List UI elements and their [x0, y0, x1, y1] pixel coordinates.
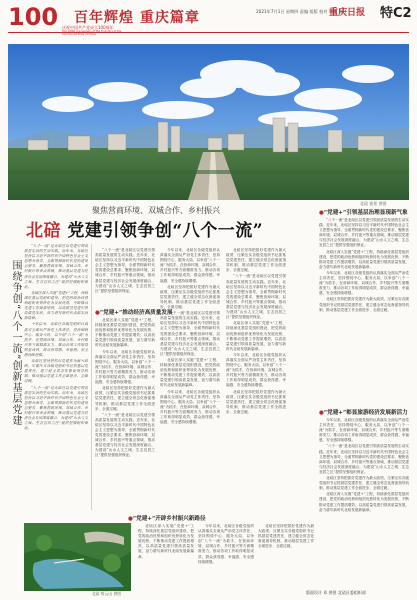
section-title: 百年辉煌 重庆篇章 — [74, 10, 200, 26]
subheading-bullet-icon: ● — [128, 516, 133, 522]
body-paragraph: 北碚区深入实施“党建+”工程，持续深化基层党组织建设，把党的政治优势和组织优势转化为发展优势，不断推动党建工作提质增效，以高质量党建引领高质量发展，奋力谱写新时代北碚发展新篇章。 — [95, 318, 155, 348]
subheading-rural — [128, 514, 206, 522]
headline-place: 北碚 — [26, 221, 61, 241]
subheading-tourism — [319, 408, 408, 416]
body-paragraph: “八个一流”是北碚区以党建引领高质量发展的生动实践。近年来，北碚区坚持以习近平新时代中国特色社会主义思想为指导，全面贯彻新时代党的建设总要求，聚焦营商环境、双城合作、乡村振兴等重点领域，推动基层党建与经济社会发展深度融合，为建设“山水人文之城、生态宜居之区”提供坚强组织保证。 — [95, 248, 155, 293]
body-paragraph: 北碚区坚持把抓好党建作为最大政绩，压紧压实各级党组织书记抓基层党建责任，建立健全常态化督促指导机制，推动基层党建工作全面进步、全面过硬。 — [258, 524, 314, 549]
body-column-5 — [319, 218, 409, 386]
body-paragraph: 北碚区深入实施“党建+”工程，持续深化基层党组织建设，把党的政治优势和组织优势转化为发展优势，不断推动党建工作提质增效，以高质量党建引领高质量发展，奋力谱写新时代北碚发展新篇章。 — [226, 321, 286, 351]
headline-kicker: 聚焦营商环境、双城合作、乡村振兴 — [92, 206, 220, 215]
body-paragraph: 今年以来，北碚区各级党组织认真落实全面从严治党主体责任，坚持围绕中心、服务大局，以争创“八个一流”为抓手，在营商环境、双城合作、乡村振兴等方面精准发力，推动各项工作取得明显成效，群众获得感、幸福感、安全感持续增强。 — [198, 524, 254, 564]
body-paragraph: 北碚区坚持把抓好党建作为最大政绩，压紧压实各级党组织书记抓基层党建责任，建立健全常态化督促指导机制，推动基层党建工作全面进步、全面过硬。 — [160, 284, 220, 310]
page-number: 特C2 — [380, 6, 412, 21]
centenary-logo-icon — [8, 3, 60, 29]
body-paragraph: 今年以来，北碚区各级党组织认真落实全面从严治党主体责任，坚持围绕中心、服务大局，以争创“八个一流”为抓手，在营商环境、双城合作、乡村振兴等方面精准发力，推动各项工作取得明显成效，群众获得感、幸福感、安全感持续增强。 — [160, 389, 220, 425]
body-paragraph: “八个一流”是北碚区以党建引领高质量发展的生动实践。近年来，北碚区坚持以习近平新时代中国特色社会主义思想为指导，全面贯彻新时代党的建设总要求，聚焦营商环境、双城合作、乡村振兴等重点领域，推动基层党建与经济社会发展深度融合，为建设“山水人文之城、生态宜居之区”提供坚强组织保证。 — [95, 412, 155, 458]
subheading-text: “党建+”开辟乡村振兴新路径 — [132, 516, 206, 522]
page-header — [0, 0, 417, 40]
intro-paragraph-5: “八个一流”是北碚区以党建引领高质量发展的生动实践。近年来，北碚区坚持以习近平新时代中国特色社会主义思想为指导，全面贯彻新时代党的建设总要求，聚焦营商环境、双城合作、乡村振兴等重点领域，推动基层党建与经济社会发展深度融合，为建设“山水人文之城、生态宜居之区”提供坚强组织保证。 — [24, 385, 88, 431]
body-column-lower-1 — [138, 524, 194, 588]
intro-paragraph: “八个一流”是北碚区以党建引领高质量发展的生动实践。近年来，北碚区坚持以习近平新时代中国特色社会主义思想为指导，全面贯彻新时代党的建设总要求，聚焦营商环境、双城合作、乡村振兴等重点领域，推动基层党建与经济社会发展深度融合，为建设“山水人文之城、生态宜居之区”提供坚强组织保证。 — [24, 244, 88, 289]
body-column-lower-2 — [198, 524, 254, 588]
body-paragraph: 今年以来，北碚区各级党组织认真落实全面从严治党主体责任，坚持围绕中心、服务大局，以争创“八个一流”为抓手，在营商环境、双城合作、乡村振兴等方面精准发力，推动各项工作取得明显成效，群众获得感、幸福感、安全感持续增强。 — [319, 270, 409, 296]
logo-number: 100 — [8, 3, 59, 29]
subheading-text: “党建+”推动经济高质量发展 — [99, 310, 173, 316]
body-column-3 — [160, 248, 220, 508]
body-paragraph: “八个一流”是北碚区以党建引领高质量发展的生动实践。近年来，北碚区坚持以习近平新时代中国特色社会主义思想为指导，全面贯彻新时代党的建设总要求，聚焦营商环境、双城合作、乡村振兴等重点领域，推动基层党建与经济社会发展深度融合，为建设“山水人文之城、生态宜居之区”提供坚强组织保证。 — [319, 218, 409, 248]
body-paragraph: 北碚区坚持把抓好党建作为最大政绩，压紧压实各级党组织书记抓基层党建责任，建立健全常态化督促指导机制，推动基层党建工作全面进步、全面过硬。 — [226, 389, 286, 414]
park-photo-caption: 北碚 缙云山 供图 — [92, 591, 121, 596]
logo-caption-line2: Communist Party of China — [62, 33, 96, 36]
subheading-bullet-icon: ● — [95, 310, 100, 316]
body-column-lower-3 — [258, 524, 314, 588]
intro-paragraph-3: 今年以来，北碚区各级党组织认真落实全面从严治党主体责任，坚持围绕中心、服务大局，以争创“八个一流”为抓手，在营商环境、双城合作、乡村振兴等方面精准发力，推动各项工作取得明显成效，群众获得感、幸福感、安全感持续增强。 — [24, 322, 88, 357]
body-paragraph: “八个一流”是北碚区以党建引领高质量发展的生动实践。近年来，北碚区坚持以习近平新时代中国特色社会主义思想为指导，全面贯彻新时代党的建设总要求，聚焦营商环境、双城合作、乡村振兴等重点领域，推动基层党建与经济社会发展深度融合，为建设“山水人文之城、生态宜居之区”提供坚强组织保证。 — [319, 444, 409, 474]
headline-main: 党建引领争创“八个一流” — [67, 221, 263, 241]
body-paragraph: 北碚区深入实施“党建+”工程，持续深化基层党组织建设，把党的政治优势和组织优势转化为发展优势，不断推动党建工作提质增效，以高质量党建引领高质量发展，奋力谱写新时代北碚发展新篇章。 — [319, 249, 409, 269]
subheading-governance — [319, 208, 408, 216]
newspaper-brand: 重庆日报 — [329, 8, 366, 18]
city-aerial-photo — [8, 44, 409, 200]
body-column-5b — [319, 418, 409, 586]
body-paragraph: 今年以来，北碚区各级党组织认真落实全面从严治党主体责任，坚持围绕中心、服务大局，以争创“八个一流”为抓手，在营商环境、双城合作、乡村振兴等方面精准发力，推动各项工作取得明显成效，群众获得感、幸福感、安全感持续增强。 — [160, 248, 220, 283]
intro-paragraph-2: 北碚区深入实施“党建+”工程，持续深化基层党组织建设，把党的政治优势和组织优势转化为发展优势，不断推动党建工作提质增效，以高质量党建引领高质量发展，奋力谱写新时代北碚发展新篇章。 — [24, 290, 88, 321]
subheading-text: “党建+”彰显旅游经济发展新活力 — [323, 410, 408, 416]
park-photo — [24, 523, 131, 591]
body-column-2 — [95, 248, 155, 304]
body-paragraph: 北碚区深入实施“党建+”工程，持续深化基层党组织建设，把党的政治优势和组织优势转化为发展优势，不断推动党建工作提质增效，以高质量党建引领高质量发展，奋力谱写新时代北碚发展新篇章。 — [138, 524, 194, 559]
logo-caption-line1: 庆祝中国共产党成立100周年 — [62, 25, 114, 30]
city-skyline-illustration-icon — [8, 44, 409, 200]
issue-meta: 2021年7月1日 星期四 责编 组版 校对 审读 责任 — [256, 9, 347, 14]
article-headline — [26, 216, 263, 241]
body-paragraph: 北碚区坚持把抓好党建作为最大政绩，压紧压实各级党组织书记抓基层党建责任，建立健全常态化督促指导机制，推动基层党建工作全面进步、全面过硬。 — [319, 476, 409, 491]
intro-column — [24, 244, 88, 512]
body-paragraph: 北碚区坚持把抓好党建作为最大政绩，压紧压实各级党组织书记抓基层党建责任，建立健全常态化督促指导机制，推动基层党建工作全面进步、全面过硬。 — [95, 386, 155, 411]
vertical-column-title: 围绕争创“八个一流”创新基层党建 — [10, 260, 21, 427]
body-paragraph: “八个一流”是北碚区以党建引领高质量发展的生动实践。近年来，北碚区坚持以习近平新时代中国特色社会主义思想为指导，全面贯彻新时代党的建设总要求，聚焦营商环境、双城合作、乡村振兴等重点领域，推动基层党建与经济社会发展深度融合，为建设“山水人文之城、生态宜居之区”提供坚强组织保证。 — [226, 274, 286, 320]
body-paragraph: “八个一流”是北碚区以党建引领高质量发展的生动实践。近年来，北碚区坚持以习近平新时代中国特色社会主义思想为指导，全面贯彻新时代党的建设总要求，聚焦营商环境、双城合作、乡村振兴等重点领域，推动基层党建与经济社会发展深度融合，为建设“山水人文之城、生态宜居之区”提供坚强组织保证。 — [160, 311, 220, 356]
body-paragraph: 北碚区坚持把抓好党建作为最大政绩，压紧压实各级党组织书记抓基层党建责任，建立健全常态化督促指导机制，推动基层党建工作全面进步、全面过硬。 — [319, 297, 409, 312]
park-lake-illustration-icon — [24, 523, 131, 591]
photo-caption: 北碚 夜景 供图 — [360, 201, 387, 206]
body-paragraph: 北碚区深入实施“党建+”工程，持续深化基层党组织建设，把党的政治优势和组织优势转化为发展优势，不断推动党建工作提质增效，以高质量党建引领高质量发展，奋力谱写新时代北碚发展新篇章。 — [319, 492, 409, 512]
page-footer: 版面设计 邓 供图 北碚区委组织部 — [306, 590, 366, 595]
intro-paragraph-4: 北碚区坚持把抓好党建作为最大政绩，压紧压实各级党组织书记抓基层党建责任，建立健全常态化督促指导机制，推动基层党建工作全面进步、全面过硬。 — [24, 359, 88, 384]
subheading-bullet-icon: ● — [319, 410, 324, 416]
body-paragraph: 北碚区深入实施“党建+”工程，持续深化基层党组织建设，把党的政治优势和组织优势转化为发展优势，不断推动党建工作提质增效，以高质量党建引领高质量发展，奋力谱写新时代北碚发展新篇章。 — [160, 357, 220, 388]
body-paragraph: 今年以来，北碚区各级党组织认真落实全面从严治党主体责任，坚持围绕中心、服务大局，以争创“八个一流”为抓手，在营商环境、双城合作、乡村振兴等方面精准发力，推动各项工作取得明显成效，群众获得感、幸福感、安全感持续增强。 — [226, 352, 286, 388]
body-paragraph: 今年以来，北碚区各级党组织认真落实全面从严治党主体责任，坚持围绕中心、服务大局，以争创“八个一流”为抓手，在营商环境、双城合作、乡村振兴等方面精准发力，推动各项工作取得明显成效，群众获得感、幸福感、安全感持续增强。 — [319, 418, 409, 443]
header-rule — [8, 32, 409, 33]
subheading-text: “党建+”引领基层治理显现新气象 — [323, 210, 408, 216]
body-column-4 — [226, 248, 286, 508]
body-paragraph: 今年以来，北碚区各级党组织认真落实全面从严治党主体责任，坚持围绕中心、服务大局，以争创“八个一流”为抓手，在营商环境、双城合作、乡村振兴等方面精准发力，推动各项工作取得明显成效，群众获得感、幸福感、安全感持续增强。 — [95, 349, 155, 385]
column-divider — [91, 244, 92, 510]
body-paragraph: 北碚区坚持把抓好党建作为最大政绩，压紧压实各级党组织书记抓基层党建责任，建立健全常态化督促指导机制，推动基层党建工作全面进步、全面过硬。 — [226, 248, 286, 273]
body-column-2b — [95, 318, 155, 508]
subheading-bullet-icon: ● — [319, 210, 324, 216]
